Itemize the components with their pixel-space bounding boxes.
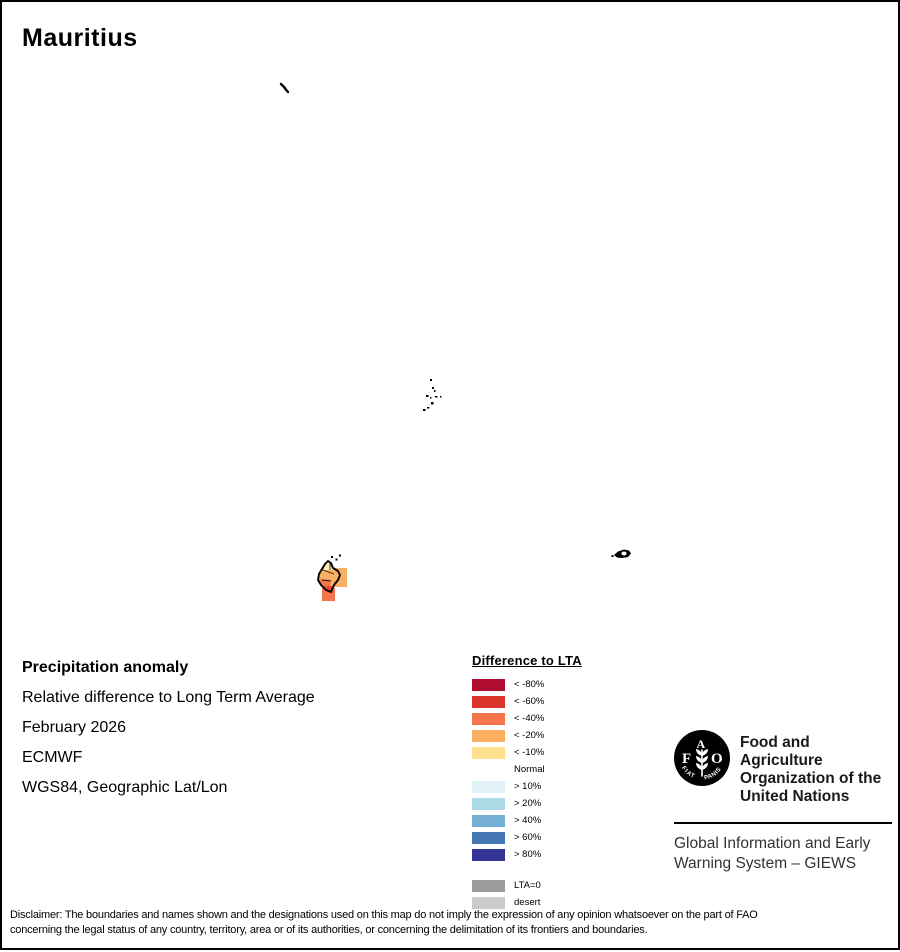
legend-swatch: [472, 798, 505, 810]
legend-label: < -20%: [514, 730, 545, 741]
legend-swatch: [472, 679, 505, 691]
info-subtitle: Relative difference to Long Term Average: [22, 689, 315, 706]
legend-label: < -80%: [514, 679, 545, 690]
legend-swatch: [472, 880, 505, 892]
legend-gap: [472, 863, 622, 877]
info-projection: WGS84, Geographic Lat/Lon: [22, 779, 228, 796]
legend-label: > 60%: [514, 832, 542, 843]
legend-row: [472, 846, 622, 863]
svg-text:A: A: [696, 737, 706, 751]
islets: [331, 555, 341, 561]
island-st-brandon: [420, 376, 444, 414]
disclaimer-line2: concerning the legal status of any country, territory, area or of its authorities, or concerning the delimitation of its frontiers and boundaries.: [10, 924, 648, 936]
fao-org-name: [740, 730, 892, 806]
legend-label: desert: [514, 897, 541, 908]
legend-label: Normal: [514, 764, 545, 775]
fao-logo-icon: [674, 730, 730, 786]
island-agalega: [278, 81, 292, 95]
legend-row: [472, 829, 622, 846]
legend-row: [472, 877, 622, 894]
legend-swatch: [472, 696, 505, 708]
info-heading: Precipitation anomaly: [22, 659, 189, 676]
legend-swatch: [472, 747, 505, 759]
info-source: ECMWF: [22, 749, 83, 766]
page-title: Mauritius: [22, 24, 138, 52]
legend-swatch: [472, 815, 505, 827]
legend-label: > 10%: [514, 781, 542, 792]
legend-row: [472, 744, 622, 761]
fao-org-line2: Organization of the: [740, 770, 882, 787]
legend-swatch: [472, 781, 505, 793]
info-date: February 2026: [22, 719, 127, 736]
legend-entries: [472, 676, 622, 863]
legend-swatch: [472, 713, 505, 725]
legend: [472, 653, 622, 911]
legend-row: [472, 727, 622, 744]
fao-org-line3: United Nations: [740, 788, 850, 805]
legend-row: [472, 693, 622, 710]
fao-block: [674, 730, 892, 874]
legend-title: Difference to LTA: [472, 653, 582, 668]
legend-label: > 40%: [514, 815, 542, 826]
disclaimer-line1: Disclaimer: The boundaries and names shown and the designations used on this map do not imply the expression of any opinion whatsoever on the part of FAO: [10, 909, 758, 921]
legend-row: [472, 710, 622, 727]
giews-label: [674, 834, 892, 874]
giews-line1: Global Information and Early: [674, 835, 871, 852]
fao-motto-fiat: FIAT: [680, 765, 697, 781]
svg-text:O: O: [711, 751, 723, 767]
legend-label: LTA=0: [514, 880, 541, 891]
legend-label: < -40%: [514, 713, 545, 724]
legend-label: < -10%: [514, 747, 545, 758]
fao-motto-panis: PANIS: [703, 766, 723, 782]
legend-row: [472, 761, 622, 778]
legend-label: < -60%: [514, 696, 545, 707]
island-mauritius: [310, 554, 352, 604]
legend-label: > 20%: [514, 798, 542, 809]
legend-swatch: [472, 849, 505, 861]
fao-divider: [674, 822, 892, 824]
svg-text:F: F: [682, 751, 692, 767]
fao-org-line1: Food and Agriculture: [740, 734, 823, 769]
legend-swatch: [472, 897, 505, 909]
legend-row: [472, 676, 622, 693]
legend-row: [472, 778, 622, 795]
island-rodrigues: [611, 547, 635, 563]
legend-swatch: [472, 730, 505, 742]
legend-row: [472, 812, 622, 829]
legend-label: > 80%: [514, 849, 542, 860]
legend-swatch: [472, 832, 505, 844]
legend-extra-entries: [472, 877, 622, 911]
legend-row: [472, 795, 622, 812]
map-info-block: [22, 658, 315, 808]
giews-line2: Warning System – GIEWS: [674, 855, 857, 872]
legend-swatch: [472, 764, 505, 776]
disclaimer: [10, 908, 894, 938]
